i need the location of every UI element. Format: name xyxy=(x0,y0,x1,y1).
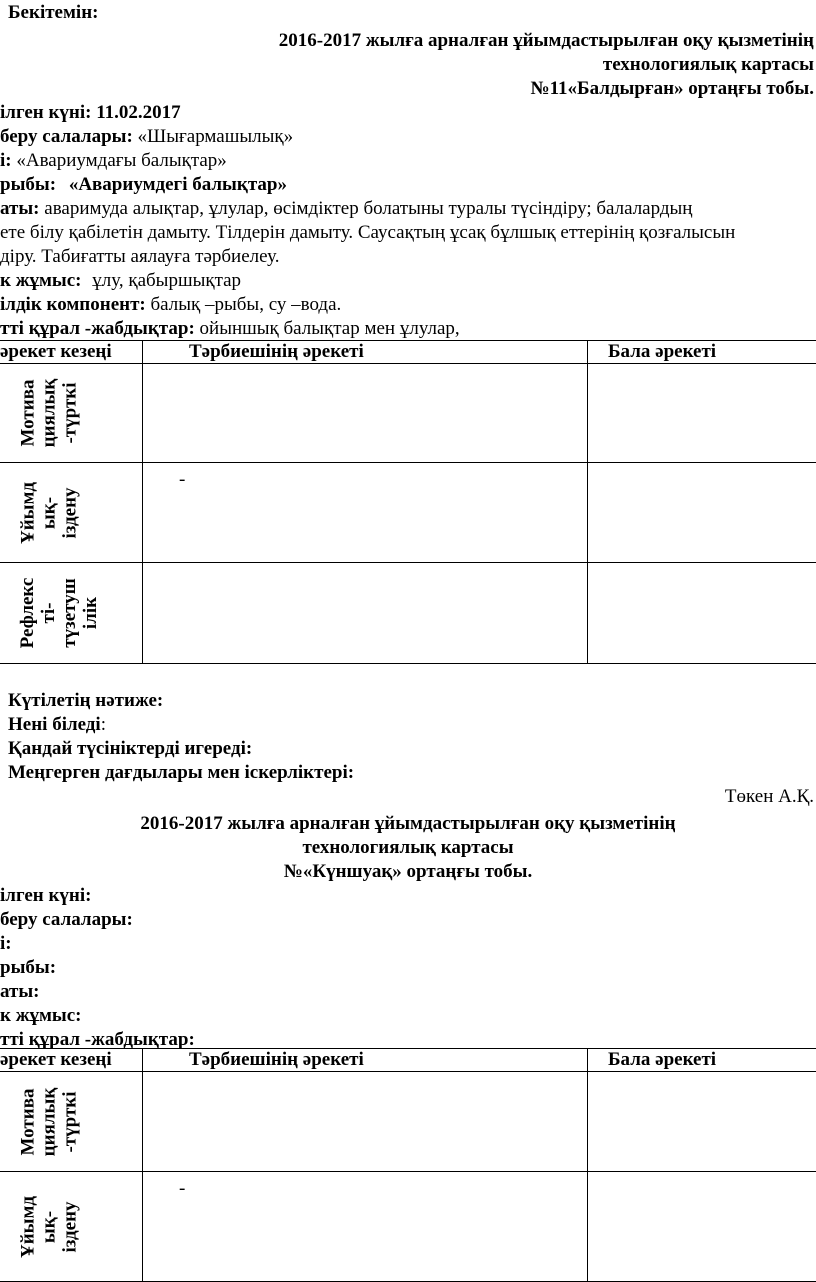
col-teacher-header: Тәрбиешінің әрекеті xyxy=(143,341,588,364)
table-row xyxy=(0,1172,816,1282)
equipment-row xyxy=(0,318,460,340)
table-row xyxy=(0,563,816,664)
goal-line-3: діру. Табиғатты аялауға тәрбиелеу. xyxy=(0,246,279,268)
dash-mark: - xyxy=(179,469,185,491)
activity-table xyxy=(0,1048,816,1282)
stage-label: Ұйымд ық- іздену xyxy=(18,481,81,543)
goal-label: аты: xyxy=(0,198,40,219)
author-name: Төкен А.Қ. xyxy=(725,786,814,808)
col-stage-header: әрекет кезеңі xyxy=(0,1049,143,1072)
subject-label: і: xyxy=(0,150,12,171)
subject-value: «Авариумдағы балықтар» xyxy=(16,150,226,171)
table-header xyxy=(0,341,816,364)
child-cell xyxy=(588,563,816,664)
field-row xyxy=(0,126,293,148)
col-stage-header: әрекет кезеңі xyxy=(0,341,143,364)
outcome-label: Күтілетің нәтиже: xyxy=(8,690,163,712)
goal-label: аты: xyxy=(0,981,40,1003)
teacher-cell xyxy=(143,364,588,463)
stage-cell xyxy=(0,1072,143,1172)
topic-row xyxy=(0,174,287,196)
stage-label: Мотива циялық -түрткі xyxy=(18,1087,81,1156)
group-title: №11«Балдырған» ортаңғы тобы. xyxy=(531,78,814,100)
equipment-value: ойыншық балықтар мен ұлулар, xyxy=(200,318,460,339)
page-subtitle: технологиялық картасы xyxy=(603,54,814,76)
table-row xyxy=(0,364,816,463)
vocab-label: к жұмыс: xyxy=(0,270,82,291)
goal-value: аваримуда алықтар, ұлулар, өсімдіктер болатыны туралы түсіндіру; балалардың xyxy=(44,198,692,219)
teacher-cell xyxy=(143,1172,588,1282)
child-cell xyxy=(588,364,816,463)
child-cell xyxy=(588,1172,816,1282)
dash-mark: - xyxy=(179,1178,185,1200)
stage-label: Мотива циялық -түрткі xyxy=(18,379,81,448)
field-value: «Шығармашылық» xyxy=(138,126,294,147)
bilingual-label: ілдік компонент: xyxy=(0,294,146,315)
topic-label: рыбы: xyxy=(0,957,56,979)
stage-label: Рефлекс ті- түзетуш ілік xyxy=(17,578,101,649)
teacher-cell xyxy=(143,463,588,563)
teacher-cell xyxy=(143,563,588,664)
vocab-label: к жұмыс: xyxy=(0,1005,82,1027)
subject-row xyxy=(0,150,227,172)
page-title: 2016-2017 жылға арналған ұйымдастырылған оқу қызметінің xyxy=(279,30,814,52)
stage-label: Ұйымд ық- іздену xyxy=(18,1195,81,1257)
stage-cell xyxy=(0,463,143,563)
bilingual-value: балық –рыбы, су –вода. xyxy=(151,294,342,315)
topic-label: рыбы: xyxy=(0,174,56,195)
child-cell xyxy=(588,463,816,563)
stage-cell xyxy=(0,364,143,463)
table-header xyxy=(0,1049,816,1072)
table-row xyxy=(0,463,816,563)
col-child-header: Бала әрекеті xyxy=(588,1049,816,1072)
bilingual-row xyxy=(0,294,341,316)
field-label: беру салалары: xyxy=(0,909,133,931)
goal-line-2: ете білу қабілетін дамыту. Тілдерін дамыту. Саусақтың ұсақ бұлшық еттерінің қозғалысын xyxy=(0,222,735,244)
goal-row xyxy=(0,198,692,220)
field-label: беру салалары: xyxy=(0,126,133,147)
topic-value: «Авариумдегі балықтар» xyxy=(69,174,287,195)
subject-label: і: xyxy=(0,933,12,955)
vocab-row xyxy=(0,270,241,292)
knows-row xyxy=(8,714,106,736)
page-subtitle: технологиялық картасы xyxy=(0,837,816,859)
table-row xyxy=(0,1072,816,1172)
group-title: №«Күншуақ» ортаңғы тобы. xyxy=(0,861,816,883)
date-label: ілген күні: 11.02.2017 xyxy=(0,102,181,124)
activity-table xyxy=(0,340,816,664)
knows-label: Нені біледі xyxy=(8,714,101,735)
col-teacher-header: Тәрбиешінің әрекеті xyxy=(143,1049,588,1072)
stage-cell xyxy=(0,563,143,664)
equipment-label: тті құрал -жабдықтар: xyxy=(0,318,195,339)
equipment-label: тті құрал -жабдықтар: xyxy=(0,1029,195,1051)
child-cell xyxy=(588,1072,816,1172)
page-title: 2016-2017 жылға арналған ұйымдастырылған оқу қызметінің xyxy=(0,813,816,835)
concepts-label: Қандай түсініктерді игереді: xyxy=(8,738,252,760)
date-label: ілген күні: xyxy=(0,885,91,907)
stage-cell xyxy=(0,1172,143,1282)
knows-colon: : xyxy=(101,714,106,735)
approval-label: Бекітемін: xyxy=(8,2,98,24)
col-child-header: Бала әрекеті xyxy=(588,341,816,364)
vocab-value: ұлу, қабыршықтар xyxy=(92,270,241,291)
teacher-cell xyxy=(143,1072,588,1172)
skills-label: Меңгерген дағдылары мен іскерліктері: xyxy=(8,762,354,784)
